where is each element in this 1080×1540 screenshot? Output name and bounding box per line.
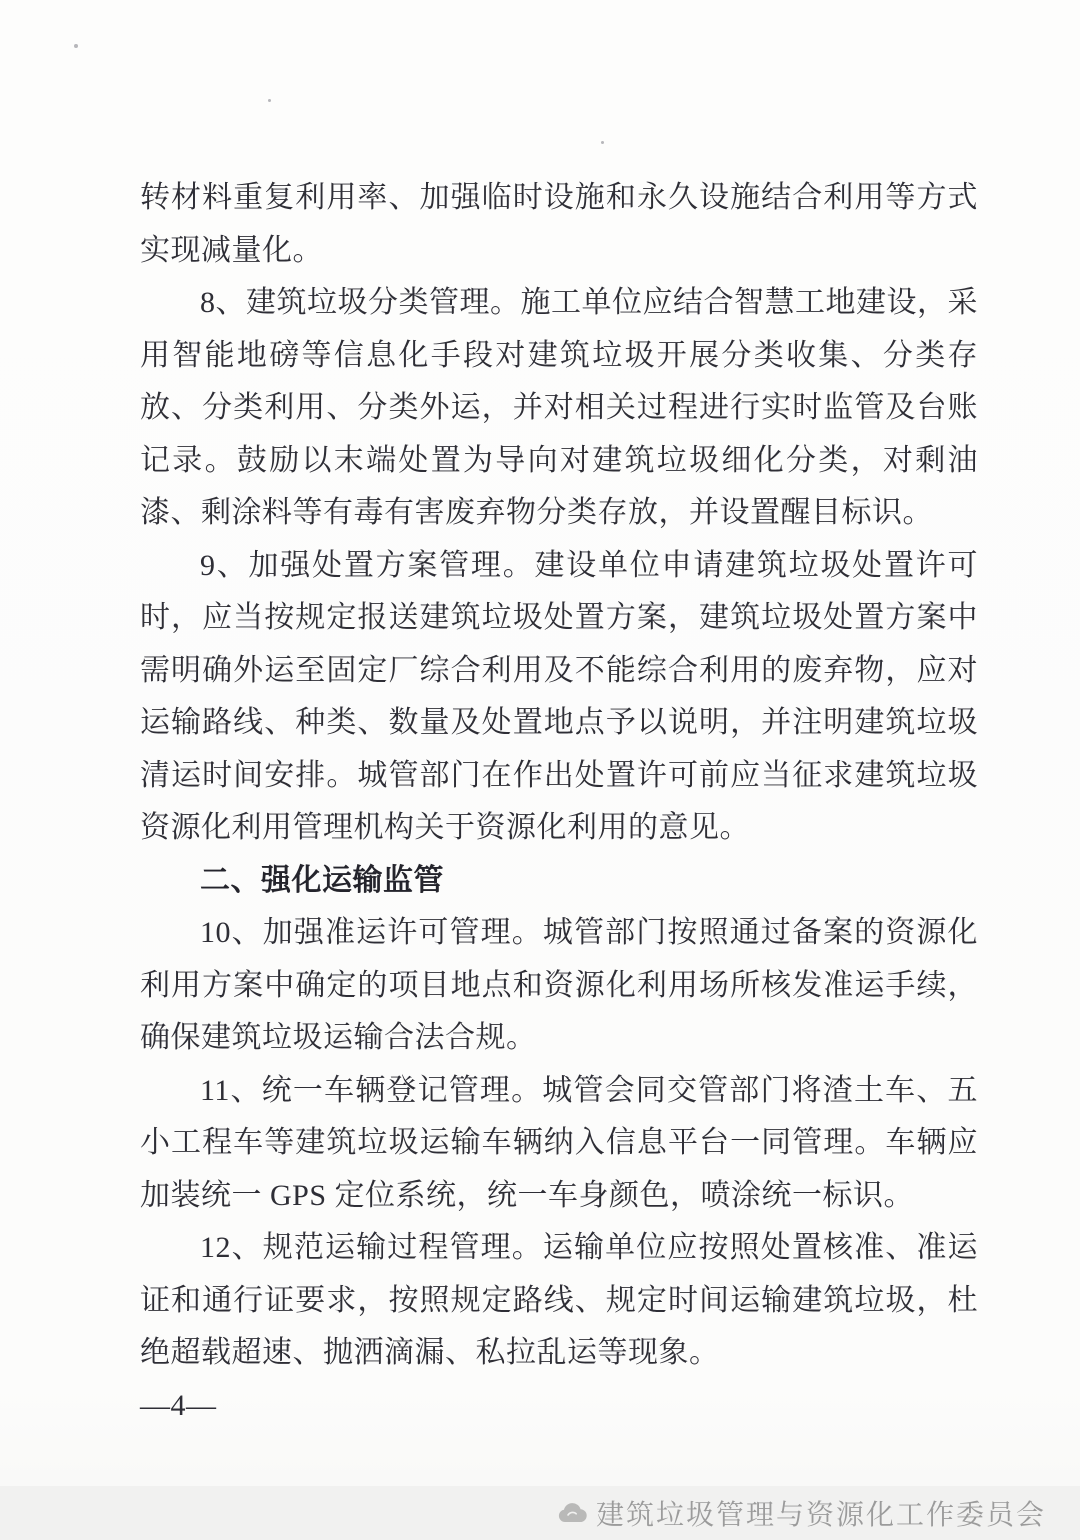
committee-name: 建筑垃圾管理与资源化工作委员会	[595, 1499, 1046, 1530]
body-paragraph-item-11: 11、统一车辆登记管理。城管会同交管部门将渣土车、五小工程车等建筑垃圾运输车辆纳入信息平台一同管理。车辆应加装统一 GPS 定位系统，统一车身颜色，喷涂统一标识。	[140, 1073, 978, 1212]
scan-speck	[601, 141, 604, 144]
document-body	[140, 172, 978, 1432]
body-paragraph-continuation: 转材料重复利用率、加强临时设施和永久设施结合利用等方式实现减量化。	[140, 181, 978, 267]
body-paragraph-item-8: 8、建筑垃圾分类管理。施工单位应结合智慧工地建设，采用智能地磅等信息化手段对建筑垃圾开展分类收集、分类存放、分类利用、分类外运，并对相关过程进行实时监管及台账记录。鼓励以末端处置为导向对建筑垃圾细化分类，对剩油漆、剩涂料等有毒有害废弃物分类存放，并设置醒目标识。	[140, 286, 978, 529]
body-paragraph-item-9: 9、加强处置方案管理。建设单位申请建筑垃圾处置许可时，应当按规定报送建筑垃圾处置方案，建筑垃圾处置方案中需明确外运至固定厂综合利用及不能综合利用的废弃物，应对运输路线、种类、数量及处置地点予以说明，并注明建筑垃圾清运时间安排。城管部门在作出处置许可前应当征求建筑垃圾资源化利用管理机构关于资源化利用的意见。	[140, 548, 978, 844]
body-paragraph-item-10: 10、加强准运许可管理。城管部门按照通过备案的资源化利用方案中确定的项目地点和资源化利用场所核发准运手续，确保建筑垃圾运输合法合规。	[140, 916, 978, 1054]
footer-watermark-bar	[0, 1486, 1080, 1540]
scan-speck	[268, 99, 271, 102]
footer-watermark	[556, 1493, 1046, 1533]
body-paragraph-item-12: 12、规范运输过程管理。运输单位应按照处置核准、准运证和通行证要求，按照规定路线、规定时间运输建筑垃圾，杜绝超载超速、抛洒滴漏、私拉乱运等现象。	[140, 1231, 978, 1369]
scan-speck	[74, 44, 78, 48]
committee-logo-icon	[556, 1500, 588, 1526]
section-heading-transport-supervision: 二、强化运输监管	[200, 863, 444, 897]
page-number: —4—	[140, 1388, 217, 1422]
